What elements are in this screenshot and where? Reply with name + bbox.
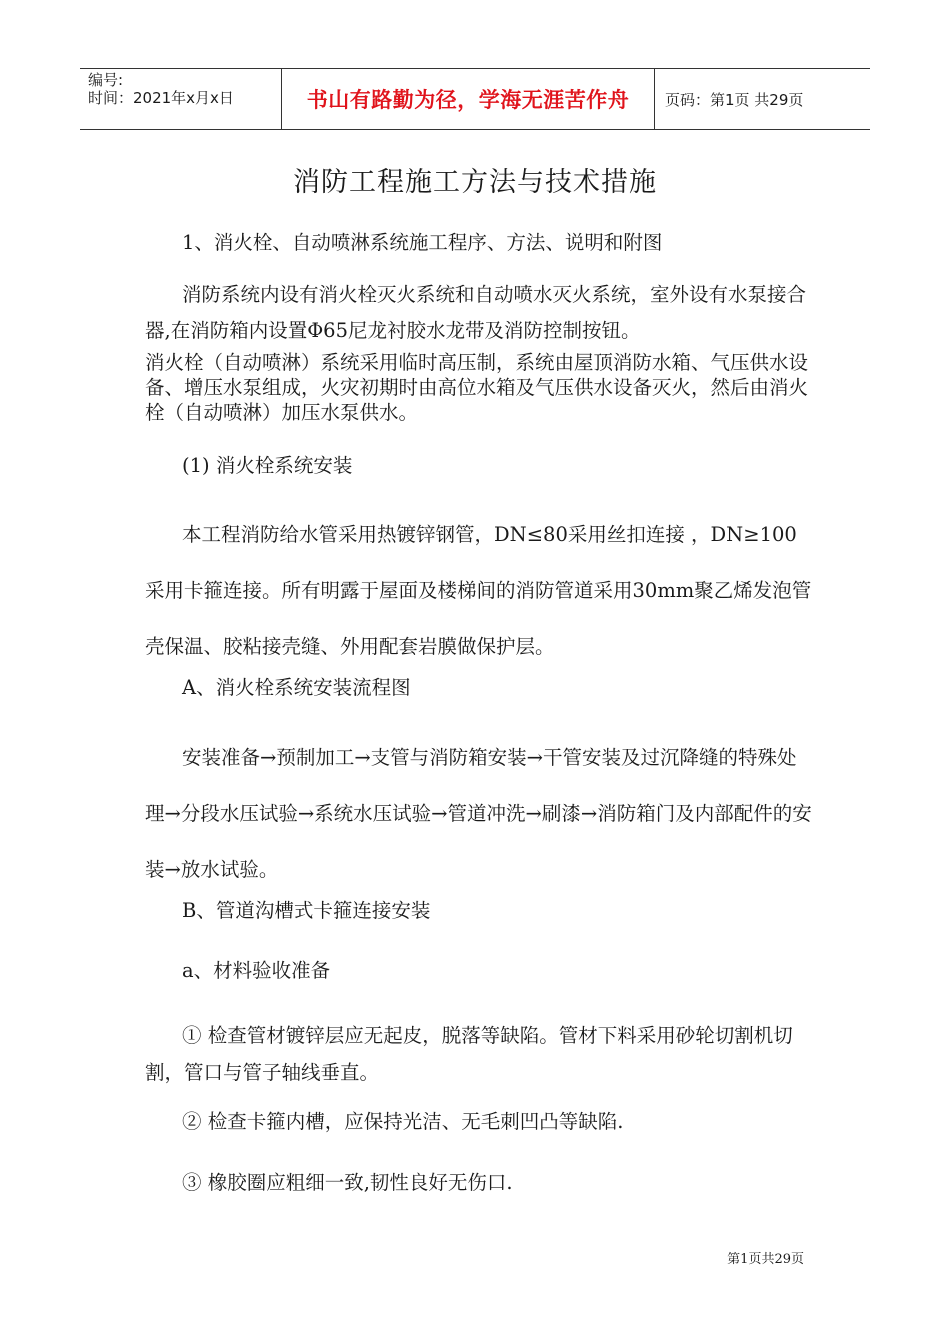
heading-flowchart: A、消火栓系统安装流程图	[182, 676, 411, 699]
heading-clamp: B、管道沟槽式卡箍连接安装	[182, 899, 431, 922]
footer-page-info: 第1页共29页	[727, 1252, 804, 1267]
subsection-heading-1: (1) 消火栓系统安装	[182, 454, 353, 477]
header-motto: 书山有路勤为径，学海无涯苦作舟	[282, 69, 655, 129]
header-page-info: 页码：第1页 共29页	[665, 90, 804, 109]
item-2: ② 检查卡箍内槽，应保持光洁、无毛刺凹凸等缺陷.	[182, 1110, 624, 1133]
time-label: 时间：2021年x月x日	[88, 89, 234, 107]
document-title: 消防工程施工方法与技术措施	[293, 167, 657, 198]
item-1: ① 检查管材镀锌层应无起皮，脱落等缺陷。管材下料采用砂轮切割机切割，管口与管子轴线垂直。	[145, 1024, 793, 1084]
document-header	[80, 68, 870, 130]
header-meta	[80, 69, 282, 129]
paragraph-flow: 安装准备→预制加工→支管与消防箱安装→干管安装及过沉降缝的特殊处理→分段水压试验→系统水压试验→管道冲洗→刷漆→消防箱门及内部配件的安装→放水试验。	[145, 746, 812, 881]
paragraph-system: 消火栓（自动喷淋）系统采用临时高压制，系统由屋顶消防水箱、气压供水设备、增压水泵组成，火灾初期时由高位水箱及气压供水设备灭火，然后由消火栓（自动喷淋）加压水泵供水。	[145, 351, 809, 424]
section-heading-1: 1、消火栓、自动喷淋系统施工程序、方法、说明和附图	[182, 231, 663, 254]
paragraph-pipes: 本工程消防给水管采用热镀锌钢管，DN≤80采用丝扣连接 ，DN≥100采用卡箍连接。所有明露于屋面及楼梯间的消防管道采用30mm聚乙烯发泡管壳保温、胶粘接壳缝、外用配套岩膜做保护层。	[145, 523, 812, 658]
item-3: ③ 橡胶圈应粗细一致,韧性良好无伤口.	[182, 1171, 513, 1194]
number-label: 编号:	[88, 71, 124, 89]
paragraph-intro: 消防系统内设有消火栓灭火系统和自动喷水灭火系统，室外设有水泵接合器,在消防箱内设置Φ65尼龙衬胶水龙带及消防控制按钮。	[145, 283, 807, 342]
heading-material: a、材料验收准备	[182, 959, 331, 982]
